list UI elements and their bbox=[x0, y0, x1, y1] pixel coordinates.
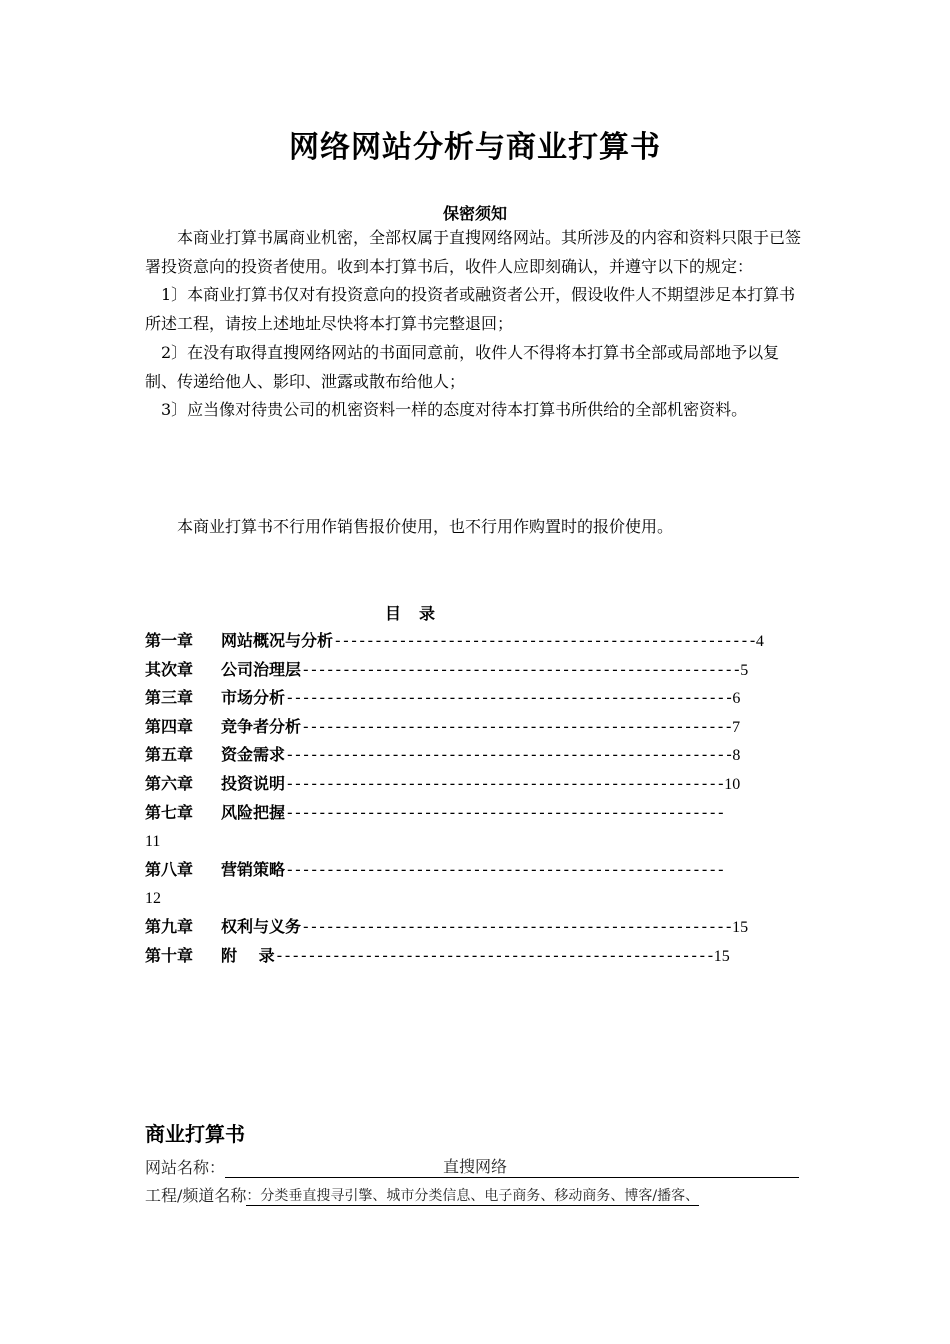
toc-page: 10 bbox=[724, 775, 741, 793]
toc-chapter: 第九章 bbox=[145, 916, 194, 936]
toc-page: 5 bbox=[740, 661, 749, 679]
toc-chapter: 第八章 bbox=[145, 859, 194, 879]
toc-leader: ------------------------------------------------------- bbox=[285, 745, 733, 765]
toc-chapter: 第三章 bbox=[145, 688, 194, 708]
toc-entry[interactable] bbox=[145, 627, 807, 656]
toc-leader: ------------------------------------------------------ bbox=[274, 945, 714, 965]
toc-page-wrap bbox=[145, 827, 807, 856]
toc-name: 公司治理层 bbox=[221, 659, 302, 679]
document-title: 网络网站分析与商业打算书 bbox=[289, 130, 661, 165]
confidential-heading: 保密须知 bbox=[442, 204, 507, 223]
table-of-contents bbox=[145, 627, 807, 970]
site-name-field bbox=[145, 1154, 799, 1178]
toc-chapter: 第七章 bbox=[145, 802, 194, 822]
site-name-underline bbox=[225, 1154, 799, 1178]
toc-entry[interactable] bbox=[145, 942, 807, 971]
toc-name: 市场分析 bbox=[221, 688, 286, 708]
channel-value: ：分类垂直搜寻引擎、城市分类信息、电子商务、移动商务、博客/播客、 bbox=[246, 1185, 699, 1206]
confidential-note: 本商业打算书不行用作销售报价使用，也不行用作购置时的报价使用。 bbox=[177, 517, 674, 536]
toc-page: 8 bbox=[732, 747, 741, 765]
toc-chapter: 第十章 bbox=[145, 945, 194, 965]
toc-page: 6 bbox=[732, 690, 741, 708]
toc-heading: 目 录 bbox=[385, 604, 437, 623]
confidential-rule-1: 1〕本商业打算书仅对有投资意向的投资者或融资者公开，假设收件人不期望涉足本打算书所述工程，请按上述地址尽快将本打算书完整退回； bbox=[145, 285, 796, 334]
channel-field bbox=[145, 1183, 699, 1206]
toc-leader: ------------------------------------------------------- bbox=[285, 688, 733, 708]
toc-leader: ------------------------------------------------------ bbox=[285, 859, 725, 879]
toc-entry[interactable] bbox=[145, 799, 807, 828]
toc-name: 网站概况与分析 bbox=[221, 631, 334, 650]
toc-entry[interactable] bbox=[145, 684, 807, 713]
toc-leader: ------------------------------------------------------ bbox=[285, 773, 725, 793]
site-name-label: 网站名称： bbox=[145, 1158, 226, 1177]
toc-name: 资金需求 bbox=[221, 745, 286, 765]
toc-chapter: 第四章 bbox=[145, 716, 194, 736]
toc-entry[interactable] bbox=[145, 856, 807, 885]
toc-page: 15 bbox=[732, 918, 749, 936]
toc-page: 12 bbox=[145, 890, 161, 908]
toc-leader: ----------------------------------------------------- bbox=[301, 716, 733, 736]
toc-leader: ---------------------------------------------------- bbox=[333, 631, 756, 650]
toc-page: 7 bbox=[732, 718, 741, 736]
site-name-value: 直搜网络 bbox=[443, 1157, 508, 1176]
toc-leader: ------------------------------------------------------ bbox=[285, 802, 725, 822]
confidential-rule-2: 2〕在没有取得直搜网络网站的书面同意前，收件人不得将本打算书全部或局部地予以复制、传递给他人、影印、泄露或散布给他人； bbox=[145, 342, 780, 391]
toc-chapter: 第六章 bbox=[145, 773, 194, 793]
channel-label: 工程/频道名称 bbox=[145, 1186, 247, 1205]
toc-entry[interactable] bbox=[145, 656, 807, 685]
confidential-body bbox=[145, 224, 807, 425]
toc-name: 附 录 bbox=[221, 945, 275, 965]
toc-entry[interactable] bbox=[145, 741, 807, 770]
plan-heading: 商业打算书 bbox=[145, 1122, 245, 1146]
toc-name: 风险把握 bbox=[221, 802, 286, 822]
confidential-intro: 本商业打算书属商业机密，全部权属于直搜网络网站。其所涉及的内容和资料只限于已签署投资意向的投资者使用。收到本打算书后，收件人应即刻确认，并遵守以下的规定： bbox=[145, 228, 802, 276]
toc-name: 竞争者分析 bbox=[221, 716, 302, 736]
toc-name: 投资说明 bbox=[221, 773, 286, 793]
toc-page-wrap bbox=[145, 884, 807, 913]
toc-page: 11 bbox=[145, 833, 161, 851]
toc-entry[interactable] bbox=[145, 770, 807, 799]
toc-chapter: 第五章 bbox=[145, 745, 194, 765]
toc-chapter: 第一章 bbox=[145, 631, 194, 650]
toc-entry[interactable] bbox=[145, 913, 807, 942]
toc-name: 营销策略 bbox=[221, 859, 286, 879]
toc-name: 权利与义务 bbox=[221, 916, 302, 936]
toc-page: 15 bbox=[713, 947, 730, 965]
confidential-note-block bbox=[145, 513, 807, 542]
confidential-rule-3: 3〕应当像对待贵公司的机密资料一样的态度对待本打算书所供给的全部机密资料。 bbox=[161, 400, 748, 420]
toc-page: 4 bbox=[755, 633, 764, 650]
toc-leader: ------------------------------------------------------ bbox=[301, 659, 741, 679]
toc-entry[interactable] bbox=[145, 713, 807, 742]
toc-leader: ----------------------------------------------------- bbox=[301, 916, 733, 936]
toc-chapter: 其次章 bbox=[145, 659, 194, 679]
